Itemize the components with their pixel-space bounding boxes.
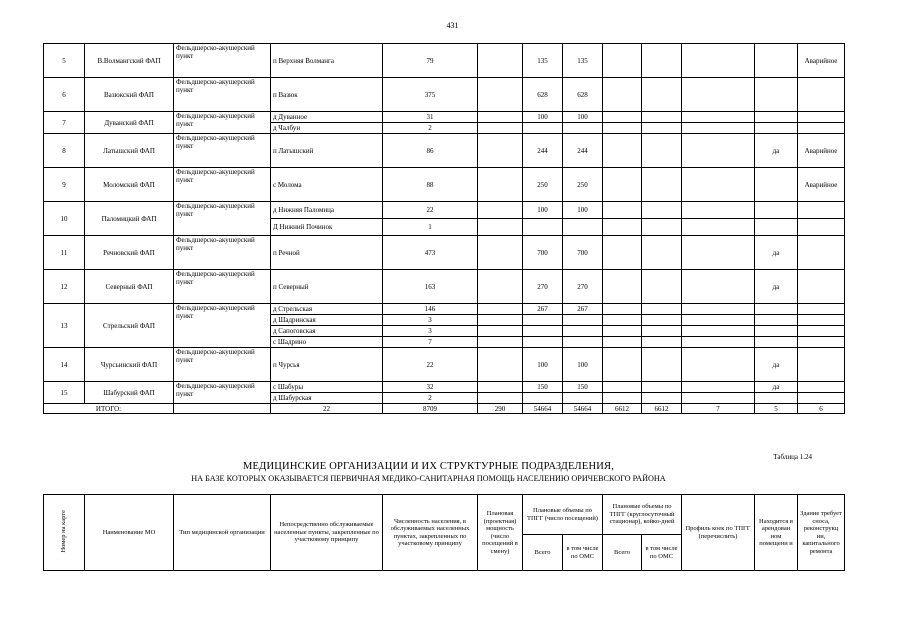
- planned-capacity: [478, 202, 523, 219]
- settlement-name: п Чурсья: [271, 348, 383, 382]
- facility-name: Вазюкский ФАП: [85, 78, 174, 112]
- visits-total: [523, 123, 563, 134]
- bed-profile: [682, 219, 755, 236]
- facility-name: В.Волмангский ФАП: [85, 44, 174, 78]
- table-row: [44, 168, 845, 202]
- stationary-total: [603, 236, 642, 270]
- bed-profile: [682, 304, 755, 315]
- stationary-total: [603, 348, 642, 382]
- table-row: [44, 270, 845, 304]
- bed-profile: [682, 348, 755, 382]
- settlement-name: д Шабурская: [271, 393, 383, 404]
- bed-profile: [682, 270, 755, 304]
- visits-oms: 270: [563, 270, 603, 304]
- facility-type: Фельдшерско-акушерский пункт: [174, 78, 271, 112]
- totals-total: 54664: [523, 404, 563, 414]
- population: 31: [383, 112, 478, 123]
- facility-type: Фельдшерско-акушерский пункт: [174, 44, 271, 78]
- settlement-name: п Латышский: [271, 134, 383, 168]
- stationary-oms: [642, 112, 682, 123]
- stationary-total: [603, 219, 642, 236]
- leased-premises: [755, 337, 798, 348]
- facility-name: Моломский ФАП: [85, 168, 174, 202]
- planned-capacity: [478, 315, 523, 326]
- leased-premises: [755, 123, 798, 134]
- header-visits-total: Всего: [523, 535, 563, 571]
- population: 3: [383, 315, 478, 326]
- table-row: [44, 382, 845, 393]
- settlement-name: д Шадринская: [271, 315, 383, 326]
- demolition-status: [798, 326, 845, 337]
- row-number: 8: [44, 134, 85, 168]
- visits-total: 100: [523, 202, 563, 219]
- header-demolition: Здание требует сноса, реконструкц ии, капитального ремонта: [798, 495, 845, 571]
- facility-type: Фельдшерско-акушерский пункт: [174, 202, 271, 236]
- visits-total: 244: [523, 134, 563, 168]
- settlement-name: д Нижняя Паломица: [271, 202, 383, 219]
- row-number: 11: [44, 236, 85, 270]
- header-capacity: Плановая (проектная) мощность (число посещений в смену): [478, 495, 523, 571]
- demolition-status: [798, 270, 845, 304]
- header-type: Тип медицинской организации: [174, 495, 271, 571]
- facility-name: Чурсьинский ФАП: [85, 348, 174, 382]
- bed-profile: [682, 44, 755, 78]
- table-row: [44, 112, 845, 123]
- leased-premises: [755, 304, 798, 315]
- population: 2: [383, 393, 478, 404]
- population: 2: [383, 123, 478, 134]
- visits-oms: 267: [563, 304, 603, 315]
- demolition-status: [798, 123, 845, 134]
- facility-type: Фельдшерско-акушерский пункт: [174, 168, 271, 202]
- stationary-oms: [642, 304, 682, 315]
- visits-total: [523, 326, 563, 337]
- totals-settlements: 22: [271, 404, 383, 414]
- facility-type: Фельдшерско-акушерский пункт: [174, 112, 271, 134]
- settlement-name: с Шабуры: [271, 382, 383, 393]
- totals-oms: 54664: [563, 404, 603, 414]
- facility-type: Фельдшерско-акушерский пункт: [174, 270, 271, 304]
- header-name: Наименование МО: [85, 495, 174, 571]
- planned-capacity: [478, 236, 523, 270]
- section-title-line1: МЕДИЦИНСКИЕ ОРГАНИЗАЦИИ И ИХ СТРУКТУРНЫЕ ПОДРАЗДЕЛЕНИЯ,: [242, 461, 615, 472]
- facility-type: Фельдшерско-акушерский пункт: [174, 304, 271, 348]
- totals-label: ИТОГО:: [44, 404, 174, 414]
- planned-capacity: [478, 393, 523, 404]
- bed-profile: [682, 236, 755, 270]
- table-row: [44, 236, 845, 270]
- stationary-oms: [642, 123, 682, 134]
- stationary-total: [603, 337, 642, 348]
- leased-premises: [755, 112, 798, 123]
- visits-oms: 100: [563, 202, 603, 219]
- leased-premises: да: [755, 134, 798, 168]
- stationary-total: [603, 382, 642, 393]
- visits-oms: 250: [563, 168, 603, 202]
- bed-profile: [682, 134, 755, 168]
- totals-st-total: 6612: [603, 404, 642, 414]
- facility-name: Шабурский ФАП: [85, 382, 174, 404]
- population: 22: [383, 348, 478, 382]
- stationary-total: [603, 44, 642, 78]
- table-row: [44, 134, 845, 168]
- page-number: 431: [446, 21, 459, 30]
- demolition-status: [798, 219, 845, 236]
- leased-premises: да: [755, 348, 798, 382]
- stationary-total: [603, 315, 642, 326]
- visits-oms: 700: [563, 236, 603, 270]
- visits-oms: 135: [563, 44, 603, 78]
- visits-total: 700: [523, 236, 563, 270]
- population: 86: [383, 134, 478, 168]
- row-number: 13: [44, 304, 85, 348]
- bed-profile: [682, 168, 755, 202]
- settlement-name: д Дуванное: [271, 112, 383, 123]
- settlement-name: п Северный: [271, 270, 383, 304]
- facility-type: Фельдшерско-акушерский пункт: [174, 348, 271, 382]
- header-table: [43, 494, 845, 571]
- visits-oms: 628: [563, 78, 603, 112]
- population: 3: [383, 326, 478, 337]
- bed-profile: [682, 393, 755, 404]
- population: 79: [383, 44, 478, 78]
- stationary-oms: [642, 393, 682, 404]
- row-number: 7: [44, 112, 85, 134]
- demolition-status: [798, 202, 845, 219]
- row-number: 14: [44, 348, 85, 382]
- leased-premises: да: [755, 270, 798, 304]
- stationary-oms: [642, 219, 682, 236]
- demolition-status: [798, 315, 845, 326]
- header-map-number: Номер на карте: [60, 509, 68, 553]
- visits-oms: 100: [563, 112, 603, 123]
- visits-total: 100: [523, 112, 563, 123]
- stationary-total: [603, 78, 642, 112]
- bed-profile: [682, 78, 755, 112]
- table-row: [44, 44, 845, 78]
- settlement-name: п Верхняя Волманга: [271, 44, 383, 78]
- stationary-total: [603, 112, 642, 123]
- stationary-oms: [642, 168, 682, 202]
- settlement-name: п Вазюк: [271, 78, 383, 112]
- population: 1: [383, 219, 478, 236]
- settlement-name: с Шадрино: [271, 337, 383, 348]
- visits-total: 628: [523, 78, 563, 112]
- planned-capacity: [478, 348, 523, 382]
- population: 88: [383, 168, 478, 202]
- planned-capacity: [478, 219, 523, 236]
- row-number: 15: [44, 382, 85, 404]
- header-profile: Профиль коек по ТПГГ (перечислить): [682, 495, 755, 571]
- demolition-status: [798, 337, 845, 348]
- planned-capacity: [478, 78, 523, 112]
- header-settlements: Непосредственно обслуживаемые населенные пункты, закрепленные по участковому принципу: [271, 495, 383, 571]
- population: 473: [383, 236, 478, 270]
- totals-type: [174, 404, 271, 414]
- row-number: 5: [44, 44, 85, 78]
- table-row: [44, 202, 845, 219]
- totals-row: [44, 404, 845, 414]
- population: 146: [383, 304, 478, 315]
- header-stationary-oms: в том числе по ОМС: [642, 535, 682, 571]
- facility-name: Стрельский ФАП: [85, 304, 174, 348]
- planned-capacity: [478, 304, 523, 315]
- leased-premises: [755, 326, 798, 337]
- stationary-oms: [642, 270, 682, 304]
- bed-profile: [682, 112, 755, 123]
- demolition-status: [798, 382, 845, 393]
- visits-oms: [563, 315, 603, 326]
- leased-premises: [755, 219, 798, 236]
- header-visits-oms: в том числе по ОМС: [563, 535, 603, 571]
- planned-capacity: [478, 44, 523, 78]
- totals-demolition: 6: [798, 404, 845, 414]
- stationary-oms: [642, 44, 682, 78]
- totals-plan: 290: [478, 404, 523, 414]
- stationary-total: [603, 123, 642, 134]
- header-stationary-total: Всего: [603, 535, 642, 571]
- population: 22: [383, 202, 478, 219]
- totals-pop: 8709: [383, 404, 478, 414]
- settlement-name: д Стрельская: [271, 304, 383, 315]
- demolition-status: [798, 236, 845, 270]
- facility-name: Паломицкий ФАП: [85, 202, 174, 236]
- leased-premises: [755, 168, 798, 202]
- stationary-oms: [642, 337, 682, 348]
- population: 375: [383, 78, 478, 112]
- leased-premises: [755, 44, 798, 78]
- visits-total: [523, 337, 563, 348]
- settlement-name: Д Нижний Починок: [271, 219, 383, 236]
- header-leased: Находится в арендован ном помещени и: [755, 495, 798, 571]
- table-label: Таблица 1.24: [773, 453, 812, 461]
- planned-capacity: [478, 382, 523, 393]
- visits-oms: 150: [563, 382, 603, 393]
- population: 163: [383, 270, 478, 304]
- stationary-oms: [642, 134, 682, 168]
- stationary-total: [603, 134, 642, 168]
- row-number: 6: [44, 78, 85, 112]
- header-map-number-cell: [44, 495, 85, 571]
- stationary-oms: [642, 315, 682, 326]
- bed-profile: [682, 337, 755, 348]
- leased-premises: [755, 78, 798, 112]
- header-visits-group: Плановые объемы по ТПГГ (число посещений): [523, 495, 603, 535]
- visits-oms: [563, 219, 603, 236]
- totals-st-oms: 6612: [642, 404, 682, 414]
- table-row: [44, 78, 845, 112]
- bed-profile: [682, 382, 755, 393]
- planned-capacity: [478, 134, 523, 168]
- stationary-total: [603, 270, 642, 304]
- totals-profile: 7: [682, 404, 755, 414]
- visits-total: [523, 393, 563, 404]
- demolition-status: [798, 112, 845, 123]
- leased-premises: [755, 393, 798, 404]
- planned-capacity: [478, 168, 523, 202]
- facility-name: Латышский ФАП: [85, 134, 174, 168]
- section-title-line2: НА БАЗЕ КОТОРЫХ ОКАЗЫВАЕТСЯ ПЕРВИЧНАЯ МЕДИКО-САНИТАРНАЯ ПОМОЩЬ НАСЕЛЕНИЮ ОРИЧЕВСКОГО РАЙОНА: [191, 474, 666, 483]
- bed-profile: [682, 326, 755, 337]
- visits-total: 135: [523, 44, 563, 78]
- planned-capacity: [478, 112, 523, 123]
- visits-oms: [563, 326, 603, 337]
- facility-name: Речновский ФАП: [85, 236, 174, 270]
- leased-premises: [755, 315, 798, 326]
- visits-oms: [563, 123, 603, 134]
- facility-name: Северный ФАП: [85, 270, 174, 304]
- visits-total: 100: [523, 348, 563, 382]
- population: 7: [383, 337, 478, 348]
- visits-total: 250: [523, 168, 563, 202]
- stationary-total: [603, 168, 642, 202]
- stationary-total: [603, 393, 642, 404]
- population: 32: [383, 382, 478, 393]
- demolition-status: Аварийное: [798, 134, 845, 168]
- stationary-oms: [642, 348, 682, 382]
- stationary-total: [603, 326, 642, 337]
- visits-oms: [563, 393, 603, 404]
- bed-profile: [682, 202, 755, 219]
- stationary-oms: [642, 382, 682, 393]
- visits-total: [523, 315, 563, 326]
- header-stationary-group: Плановые объемы по ТПГГ (круглосуточный стационар), койко-дней: [603, 495, 682, 535]
- visits-total: [523, 219, 563, 236]
- bed-profile: [682, 123, 755, 134]
- totals-leased: 5: [755, 404, 798, 414]
- settlement-name: с Молома: [271, 168, 383, 202]
- row-number: 10: [44, 202, 85, 236]
- visits-oms: [563, 337, 603, 348]
- facility-type: Фельдшерско-акушерский пункт: [174, 236, 271, 270]
- facility-type: Фельдшерско-акушерский пункт: [174, 382, 271, 404]
- facility-type: Фельдшерско-акушерский пункт: [174, 134, 271, 168]
- facility-name: Дуванский ФАП: [85, 112, 174, 134]
- header-population: Численность населения, в обслуживаемых населенных пунктах, закрепленных по участковому принципу: [383, 495, 478, 571]
- demolition-status: [798, 393, 845, 404]
- stationary-oms: [642, 202, 682, 219]
- planned-capacity: [478, 326, 523, 337]
- planned-capacity: [478, 123, 523, 134]
- table-row: [44, 304, 845, 315]
- settlement-name: д Сапоговская: [271, 326, 383, 337]
- demolition-status: [798, 304, 845, 315]
- planned-capacity: [478, 337, 523, 348]
- row-number: 9: [44, 168, 85, 202]
- bed-profile: [682, 315, 755, 326]
- demolition-status: [798, 348, 845, 382]
- planned-capacity: [478, 270, 523, 304]
- settlement-name: п Речной: [271, 236, 383, 270]
- table-row: [44, 348, 845, 382]
- visits-total: 267: [523, 304, 563, 315]
- row-number: 12: [44, 270, 85, 304]
- stationary-total: [603, 304, 642, 315]
- leased-premises: да: [755, 236, 798, 270]
- visits-oms: 244: [563, 134, 603, 168]
- leased-premises: [755, 202, 798, 219]
- visits-total: 270: [523, 270, 563, 304]
- facilities-table: [43, 43, 845, 414]
- stationary-total: [603, 202, 642, 219]
- settlement-name: д Чалбун: [271, 123, 383, 134]
- stationary-oms: [642, 326, 682, 337]
- demolition-status: [798, 78, 845, 112]
- stationary-oms: [642, 78, 682, 112]
- visits-oms: 100: [563, 348, 603, 382]
- stationary-oms: [642, 236, 682, 270]
- demolition-status: Аварийное: [798, 168, 845, 202]
- leased-premises: да: [755, 382, 798, 393]
- demolition-status: Аварийное: [798, 44, 845, 78]
- visits-total: 150: [523, 382, 563, 393]
